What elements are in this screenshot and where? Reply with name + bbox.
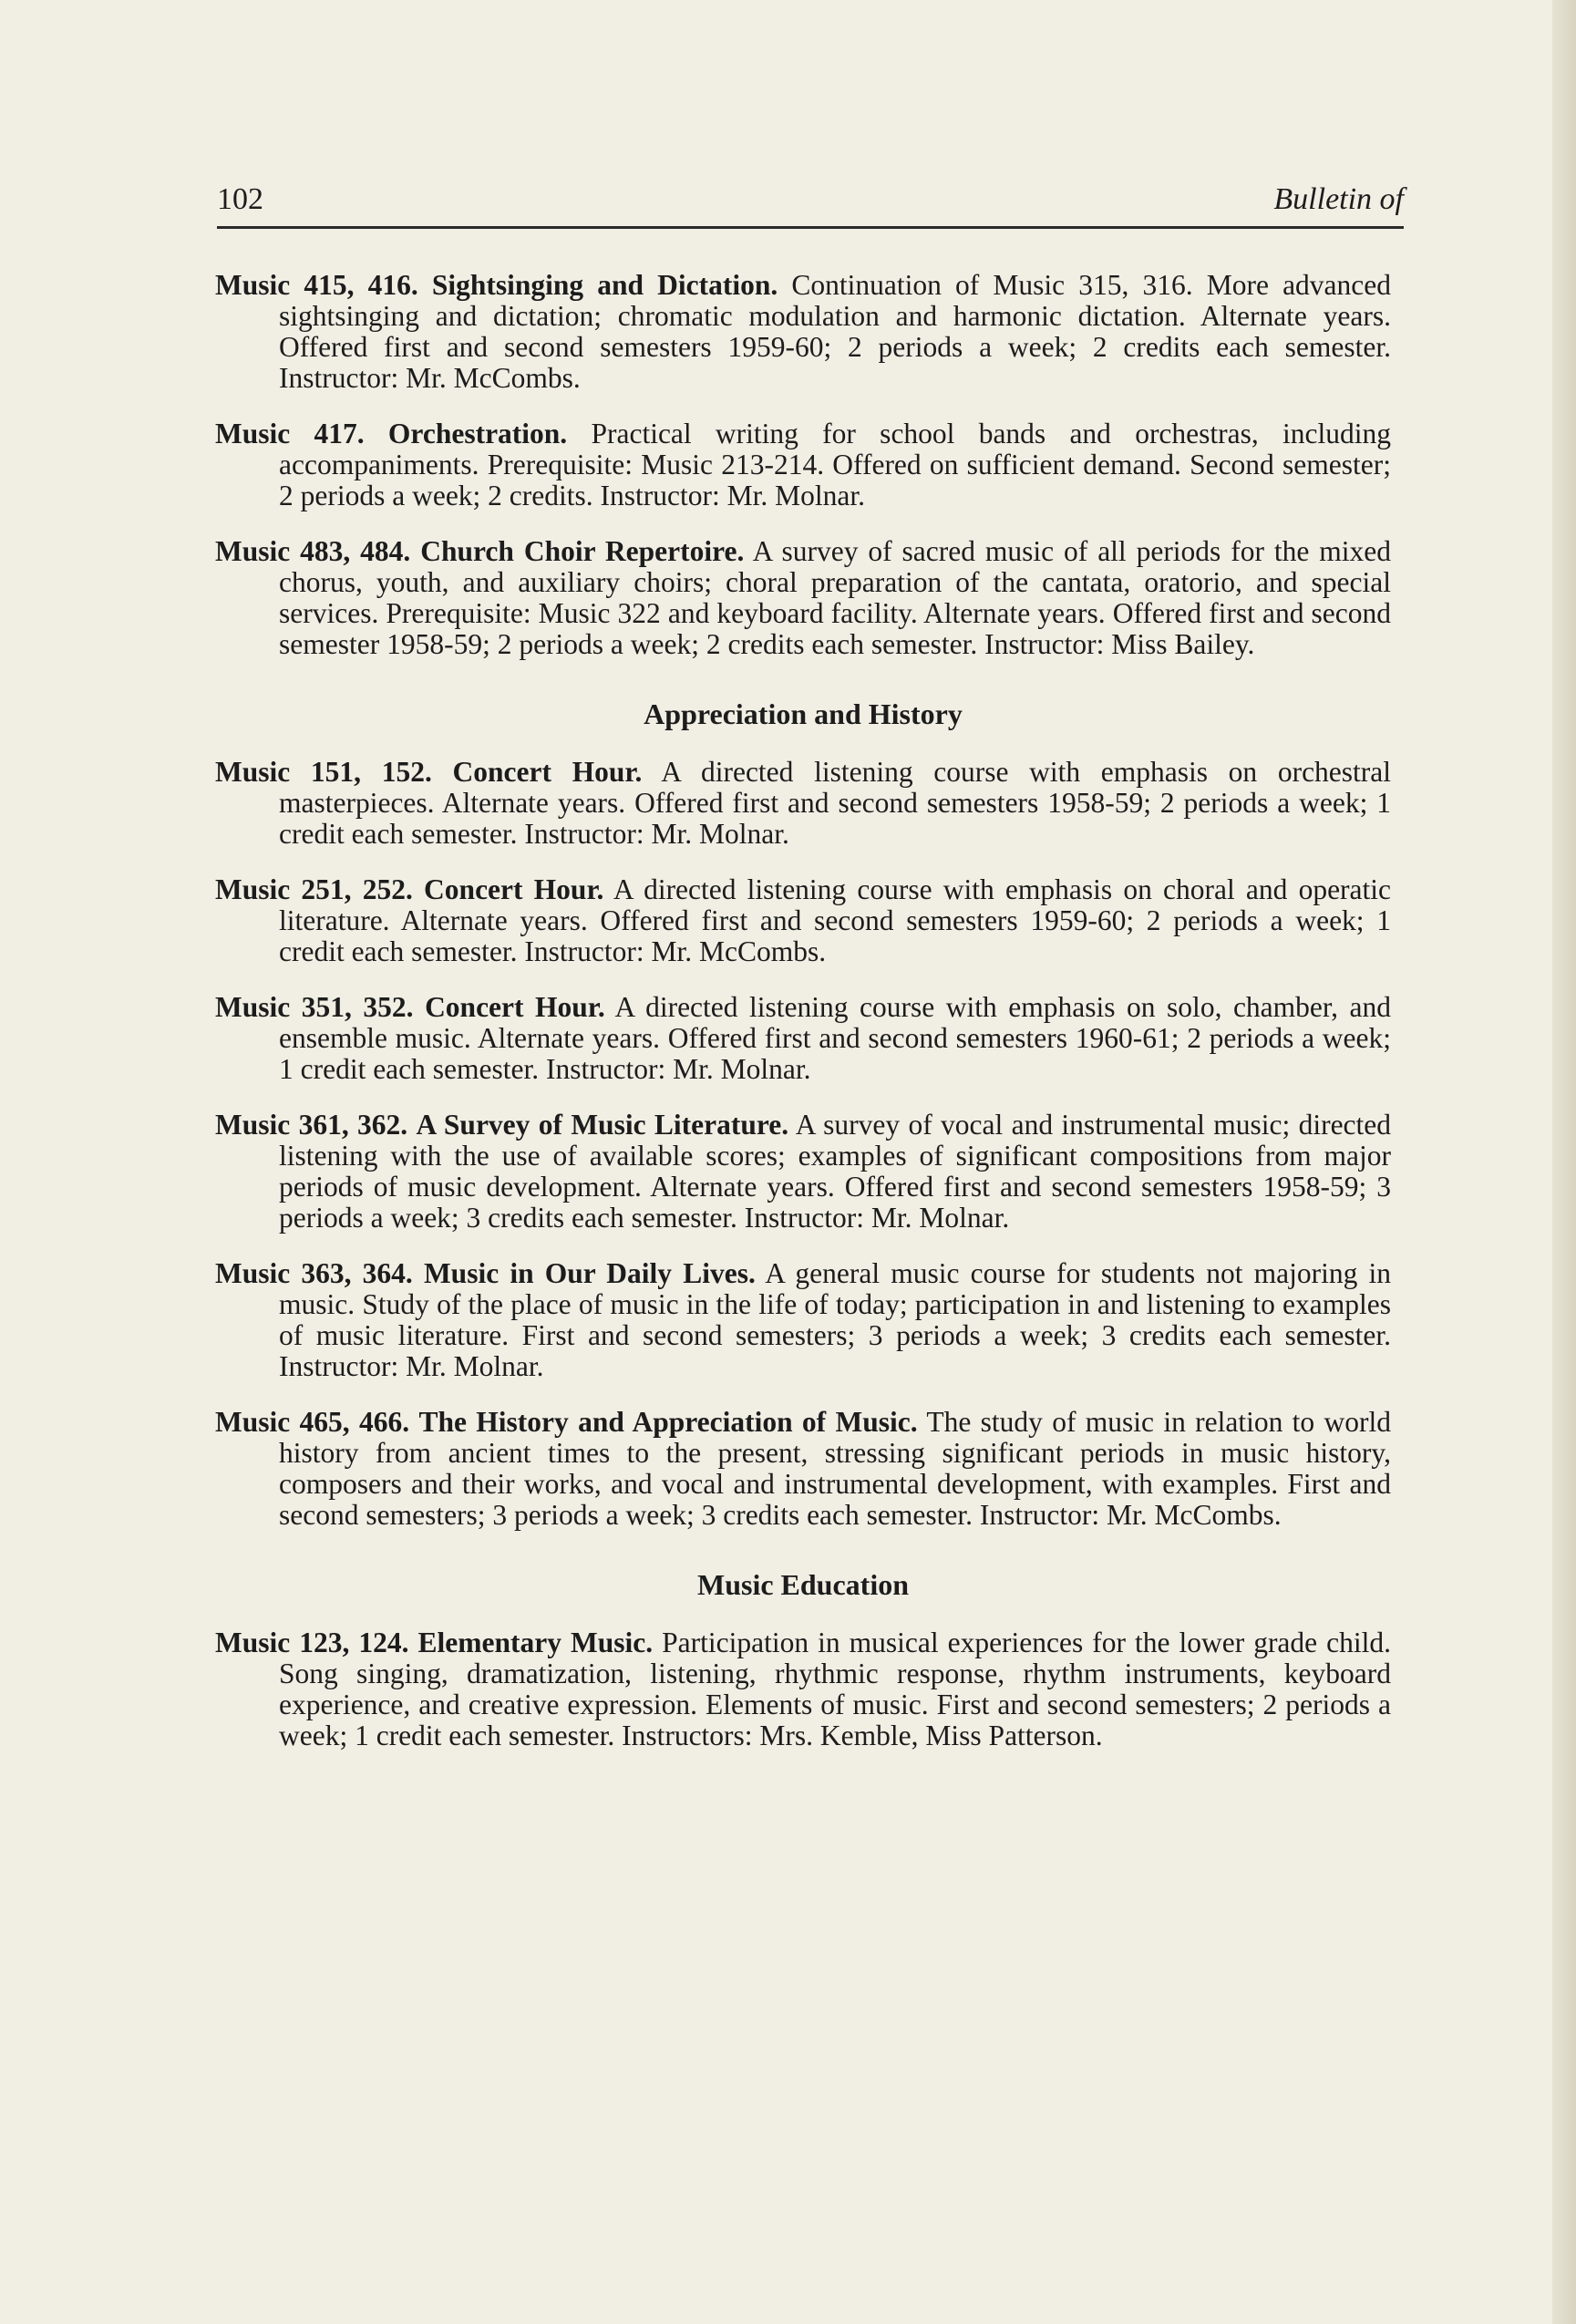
course-description: A directed listening course with emphasis on solo, chamber, and ensemble music. Alternate years. Offered first and second semesters 1960-61; 2 periods a week; 1 credit each semester. Instructor: Mr. Molnar. — [279, 991, 1392, 1085]
page-edge-shadow — [1552, 0, 1576, 2324]
course-entry — [215, 270, 1391, 394]
course-entry — [215, 1110, 1391, 1234]
course-code: Music 417. — [215, 418, 365, 449]
course-description: A directed listening course with emphasis on orchestral masterpieces. Alternate years. Offered first and second semesters 1958-59; 2 periods a week; 1 credit each semester. Instructor: Mr. Molnar. — [279, 756, 1392, 850]
course-title: Concert Hour. — [425, 991, 605, 1023]
course-code: Music 361, 362. — [215, 1109, 408, 1141]
page-header — [217, 181, 1404, 229]
course-entry — [215, 1627, 1391, 1751]
course-description: Continuation of Music 315, 316. More advanced sightsinging and dictation; chromatic modulation and harmonic dictation. Alternate years. Offered first and second semesters 1959-60; 2 periods a week; 2 credits each semester. Instructor: Mr. McCombs. — [279, 269, 1391, 394]
course-entry — [215, 536, 1391, 660]
course-description: A survey of sacred music of all periods for the mixed chorus, youth, and auxiliary choirs; choral preparation of the cantata, oratorio, and special services. Prerequisite: Music 322 and keyboard facility. Alternate years. Offered first and second semester 1958-59; 2 periods a week; 2 credits each semester. Instructor: Miss Bailey. — [279, 535, 1391, 660]
course-description: Practical writing for school bands and orchestras, including accompaniments. Prerequisite: Music 213-214. Offered on sufficient demand. Second semester; 2 periods a week; 2 credits. Instructor: Mr. Molnar. — [279, 418, 1392, 511]
course-title: Elementary Music. — [417, 1627, 654, 1658]
course-entry — [215, 1258, 1391, 1382]
course-entry — [215, 1407, 1391, 1531]
course-entry — [215, 757, 1391, 850]
course-code: Music 123, 124. — [215, 1627, 409, 1658]
course-code: Music 483, 484. — [215, 535, 411, 567]
course-description: A directed listening course with emphasis on choral and operatic literature. Alternate years. Offered first and second semesters 1959-60; 2 periods a week; 1 credit each semester. Instructor: Mr. McCombs. — [279, 873, 1392, 967]
course-title: The History and Appreciation of Music. — [418, 1406, 918, 1438]
page-content — [215, 270, 1391, 1776]
course-description: A survey of vocal and instrumental music; directed listening with the use of available scores; examples of significant compositions from major periods of music development. Alternate years. Offered first and second semesters 1958-59; 3 periods a week; 3 credits each semester. Instructor: Mr. Molnar. — [279, 1109, 1392, 1234]
course-description: The study of music in relation to world history from ancient times to the present, stressing significant periods in music history, composers and their works, and vocal and instrumental development, with examples. First and second semesters; 3 periods a week; 3 credits each semester. Instructor: Mr. McCombs. — [279, 1406, 1391, 1531]
course-entry — [215, 874, 1391, 967]
course-code: Music 415, 416. — [215, 269, 418, 301]
section-heading-music-education: Music Education — [696, 1568, 910, 1601]
course-entry — [215, 992, 1391, 1085]
course-code: Music 351, 352. — [215, 991, 414, 1023]
course-entry — [215, 418, 1391, 511]
course-code: Music 363, 364. — [215, 1257, 413, 1289]
running-head: Bulletin of — [1273, 182, 1404, 216]
course-code: Music 251, 252. — [215, 873, 413, 905]
course-description: Participation in musical experiences for the lower grade child. Song singing, dramatization, listening, rhythmic response, rhythm instruments, keyboard experience, and creative expression. Elements of music. First and second semesters; 2 periods a week; 1 credit each semester. Instructors: Mrs. Kemble, Miss Patterson. — [279, 1627, 1392, 1751]
course-title: Sightsinging and Dictation. — [431, 269, 778, 301]
course-title: Music in Our Daily Lives. — [423, 1257, 756, 1289]
course-description: A general music course for students not majoring in music. Study of the place of music in the life of today; participation in and listening to examples of music literature. First and second semesters; 3 periods a week; 3 credits each semester. Instructor: Mr. Molnar. — [279, 1257, 1392, 1382]
course-title: Concert Hour. — [424, 873, 604, 905]
course-title: A Survey of Music Literature. — [416, 1109, 789, 1141]
course-title: Church Choir Repertoire. — [420, 535, 745, 567]
section-heading-appreciation: Appreciation and History — [644, 697, 963, 730]
course-code: Music 465, 466. — [215, 1406, 410, 1438]
page-number: 102 — [217, 182, 263, 216]
course-title: Orchestration. — [387, 418, 568, 449]
course-code: Music 151, 152. — [215, 756, 432, 788]
course-title: Concert Hour. — [452, 756, 643, 788]
